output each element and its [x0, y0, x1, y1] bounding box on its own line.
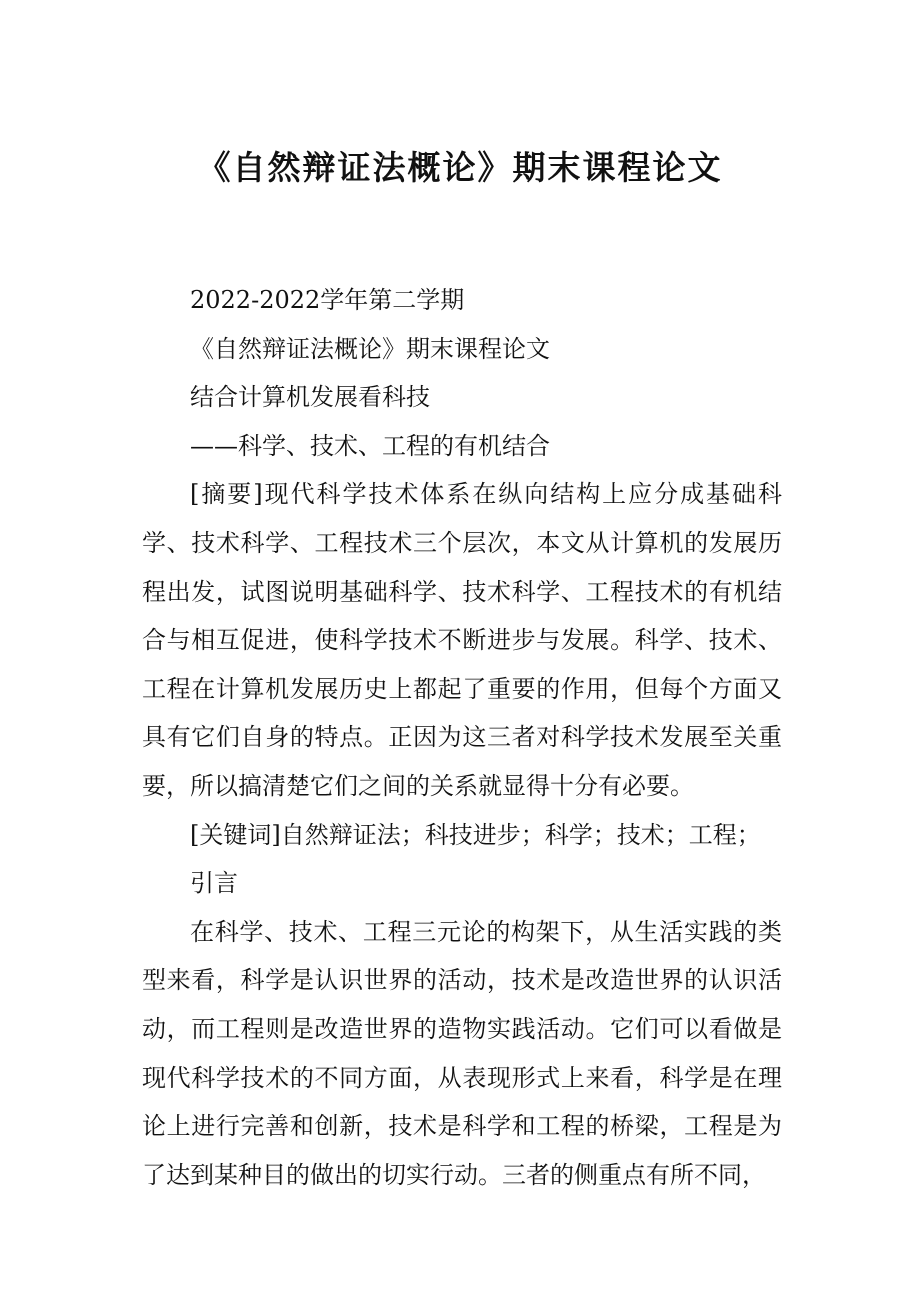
subtitle-line: ——科学、技术、工程的有机结合 [190, 431, 550, 460]
document-body [142, 276, 782, 1199]
intro-paragraph: 在科学、技术、工程三元论的构架下，从生活实践的类型来看，科学是认识世界的活动，技术是改造世界的认识活动，而工程则是改造世界的造物实践活动。它们可以看做是现代科学技术的不同方面，从表现形式上来看，科学是在理论上进行完善和创新，技术是科学和工程的桥梁，工程是为了达到某种目的做出的切实行动。三者的侧重点有所不同， [142, 917, 782, 1189]
intro-heading: 引言 [190, 869, 238, 898]
abstract-paragraph: [摘要]现代科学技术体系在纵向结构上应分成基础科学、技术科学、工程技术三个层次，本文从计算机的发展历程出发，试图说明基础科学、技术科学、工程技术的有机结合与相互促进，使科学技术不断进步与发展。科学、技术、工程在计算机发展历史上都起了重要的作用，但每个方面又具有它们自身的特点。正因为这三者对科学技术发展至关重要，所以搞清楚它们之间的关系就显得十分有必要。 [142, 480, 782, 800]
document-title: 《自然辩证法概论》期末课程论文 [197, 148, 723, 187]
course-title-line: 《自然辩证法概论》期末课程论文 [190, 334, 550, 363]
semester-line: 2022-2022学年第二学期 [190, 286, 465, 314]
paper-title-line: 结合计算机发展看科技 [190, 383, 430, 412]
keywords-line: [关键词]自然辩证法；科技进步；科学；技术；工程； [190, 820, 761, 849]
